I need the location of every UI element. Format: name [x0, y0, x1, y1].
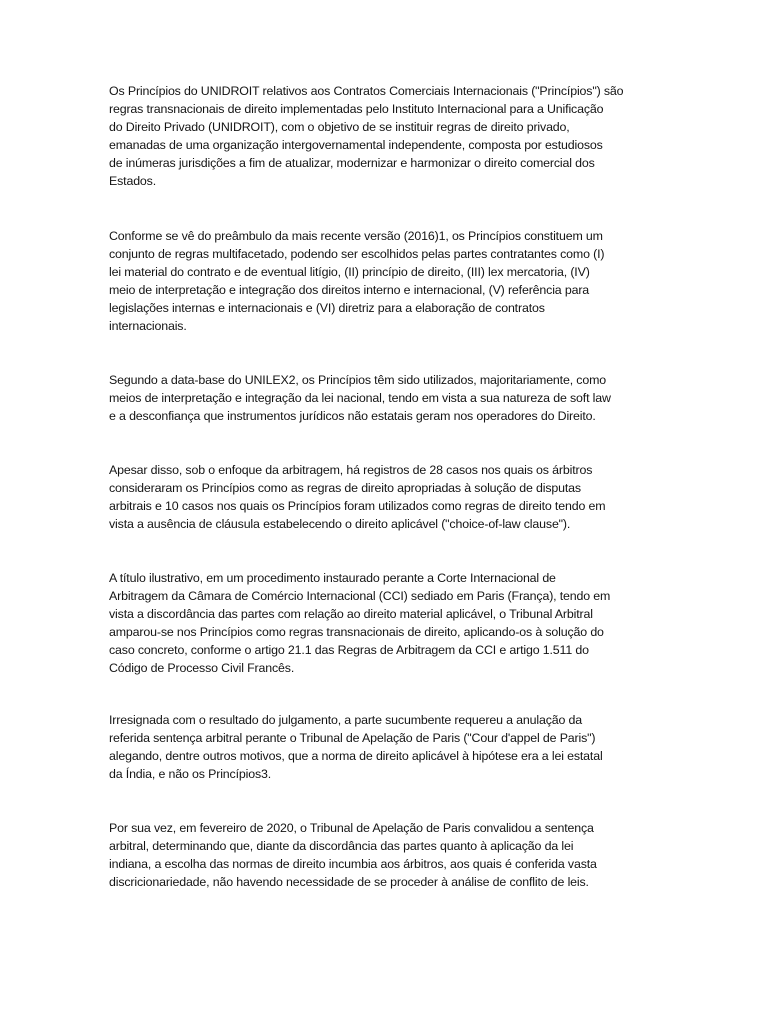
- text-line: legislações internas e internacionais e (VI) diretriz para a elaboração de contratos: [109, 300, 545, 315]
- text-line: arbitral, determinando que, diante da discordância das partes quanto à aplicação da lei: [109, 838, 574, 853]
- text-line: Apesar disso, sob o enfoque da arbitragem, há registros de 28 casos nos quais os árbitros: [109, 463, 593, 477]
- text-line: consideraram os Princípios como as regras de direito apropriadas à solução de disputas: [109, 480, 581, 495]
- paragraph-unidroit-principles: [109, 83, 664, 190]
- text-line: Os Princípios do UNIDROIT relativos aos Contratos Comerciais Internacionais ("Princípios") são: [109, 84, 624, 98]
- text-line: caso concreto, conforme o artigo 21.1 das Regras de Arbitragem da CCI e artigo 1.511 do: [109, 642, 589, 657]
- paragraph-court-decision: [109, 820, 664, 892]
- text-line: alegando, dentre outros motivos, que a norma de direito aplicável à hipótese era a lei estatal: [109, 748, 603, 763]
- text-line: Segundo a data-base do UNILEX2, os Princípios têm sido utilizados, majoritariamente, como: [109, 373, 606, 387]
- text-line: emanadas de uma organização intergovernamental independente, composta por estudiosos: [109, 137, 603, 152]
- text-line: da Índia, e não os Princípios3.: [109, 766, 272, 781]
- text-line: e a desconfiança que instrumentos jurídicos não estatais geram nos operadores do Direito.: [109, 408, 596, 423]
- text-line: lei material do contrato e de eventual litígio, (II) princípio de direito, (III) lex mercatoria, (IV): [109, 264, 590, 279]
- text-line: indiana, a escolha das normas de direito incumbia aos árbitros, aos quais é conferida vasta: [109, 856, 597, 871]
- text-line: meio de interpretação e integração dos direitos interno e internacional, (V) referência para: [109, 282, 590, 297]
- text-line: Conforme se vê do preâmbulo da mais recente versão (2016)1, os Princípios constituem um: [109, 229, 603, 243]
- text-line: vista a ausência de cláusula estabelecendo o direito aplicável ("choice-of-law clause").: [109, 516, 571, 531]
- paragraph-preamble: [109, 228, 664, 335]
- text-line: discricionariedade, não havendo necessidade de se proceder à análise de conflito de leis.: [109, 874, 589, 889]
- paragraph-illustrative-case: [109, 570, 664, 677]
- text-line: vista a discordância das partes com relação ao direito material aplicável, o Tribunal Arbitral: [109, 606, 593, 621]
- text-line: internacionais.: [109, 318, 187, 333]
- text-line: do Direito Privado (UNIDROIT), com o objetivo de se instituir regras de direito privado,: [109, 119, 570, 134]
- text-line: Por sua vez, em fevereiro de 2020, o Tribunal de Apelação de Paris convalidou a sentença: [109, 821, 594, 835]
- text-line: A título ilustrativo, em um procedimento instaurado perante a Corte Internacional de: [109, 571, 556, 585]
- text-line: arbitrais e 10 casos nos quais os Princípios foram utilizados como regras de direito tendo em: [109, 498, 606, 513]
- text-line: conjunto de regras multifacetado, podendo ser escolhidos pelas partes contratantes como (I): [109, 246, 605, 261]
- text-line: regras transnacionais de direito implementadas pelo Instituto Internacional para a Unificação: [109, 101, 604, 116]
- text-line: Código de Processo Civil Francês.: [109, 660, 295, 675]
- text-line: Irresignada com o resultado do julgamento, a parte sucumbente requereu a anulação da: [109, 713, 583, 727]
- text-line: Arbitragem da Câmara de Comércio Internacional (CCI) sediado em Paris (França), tendo em: [109, 588, 611, 603]
- text-line: referida sentença arbitral perante o Tribunal de Apelação de Paris ("Cour d'appel de Paris"): [109, 730, 596, 745]
- text-line: de inúmeras jurisdições a fim de atualizar, modernizar e harmonizar o direito comercial dos: [109, 155, 595, 170]
- paragraph-annulment-request: [109, 712, 664, 784]
- text-line: meios de interpretação e integração da lei nacional, tendo em vista a sua natureza de soft law: [109, 390, 611, 405]
- paragraph-unilex: [109, 372, 664, 426]
- paragraph-arbitration: [109, 462, 664, 534]
- text-line: amparou-se nos Princípios como regras transnacionais de direito, aplicando-os à solução do: [109, 624, 604, 639]
- text-line: Estados.: [109, 173, 157, 188]
